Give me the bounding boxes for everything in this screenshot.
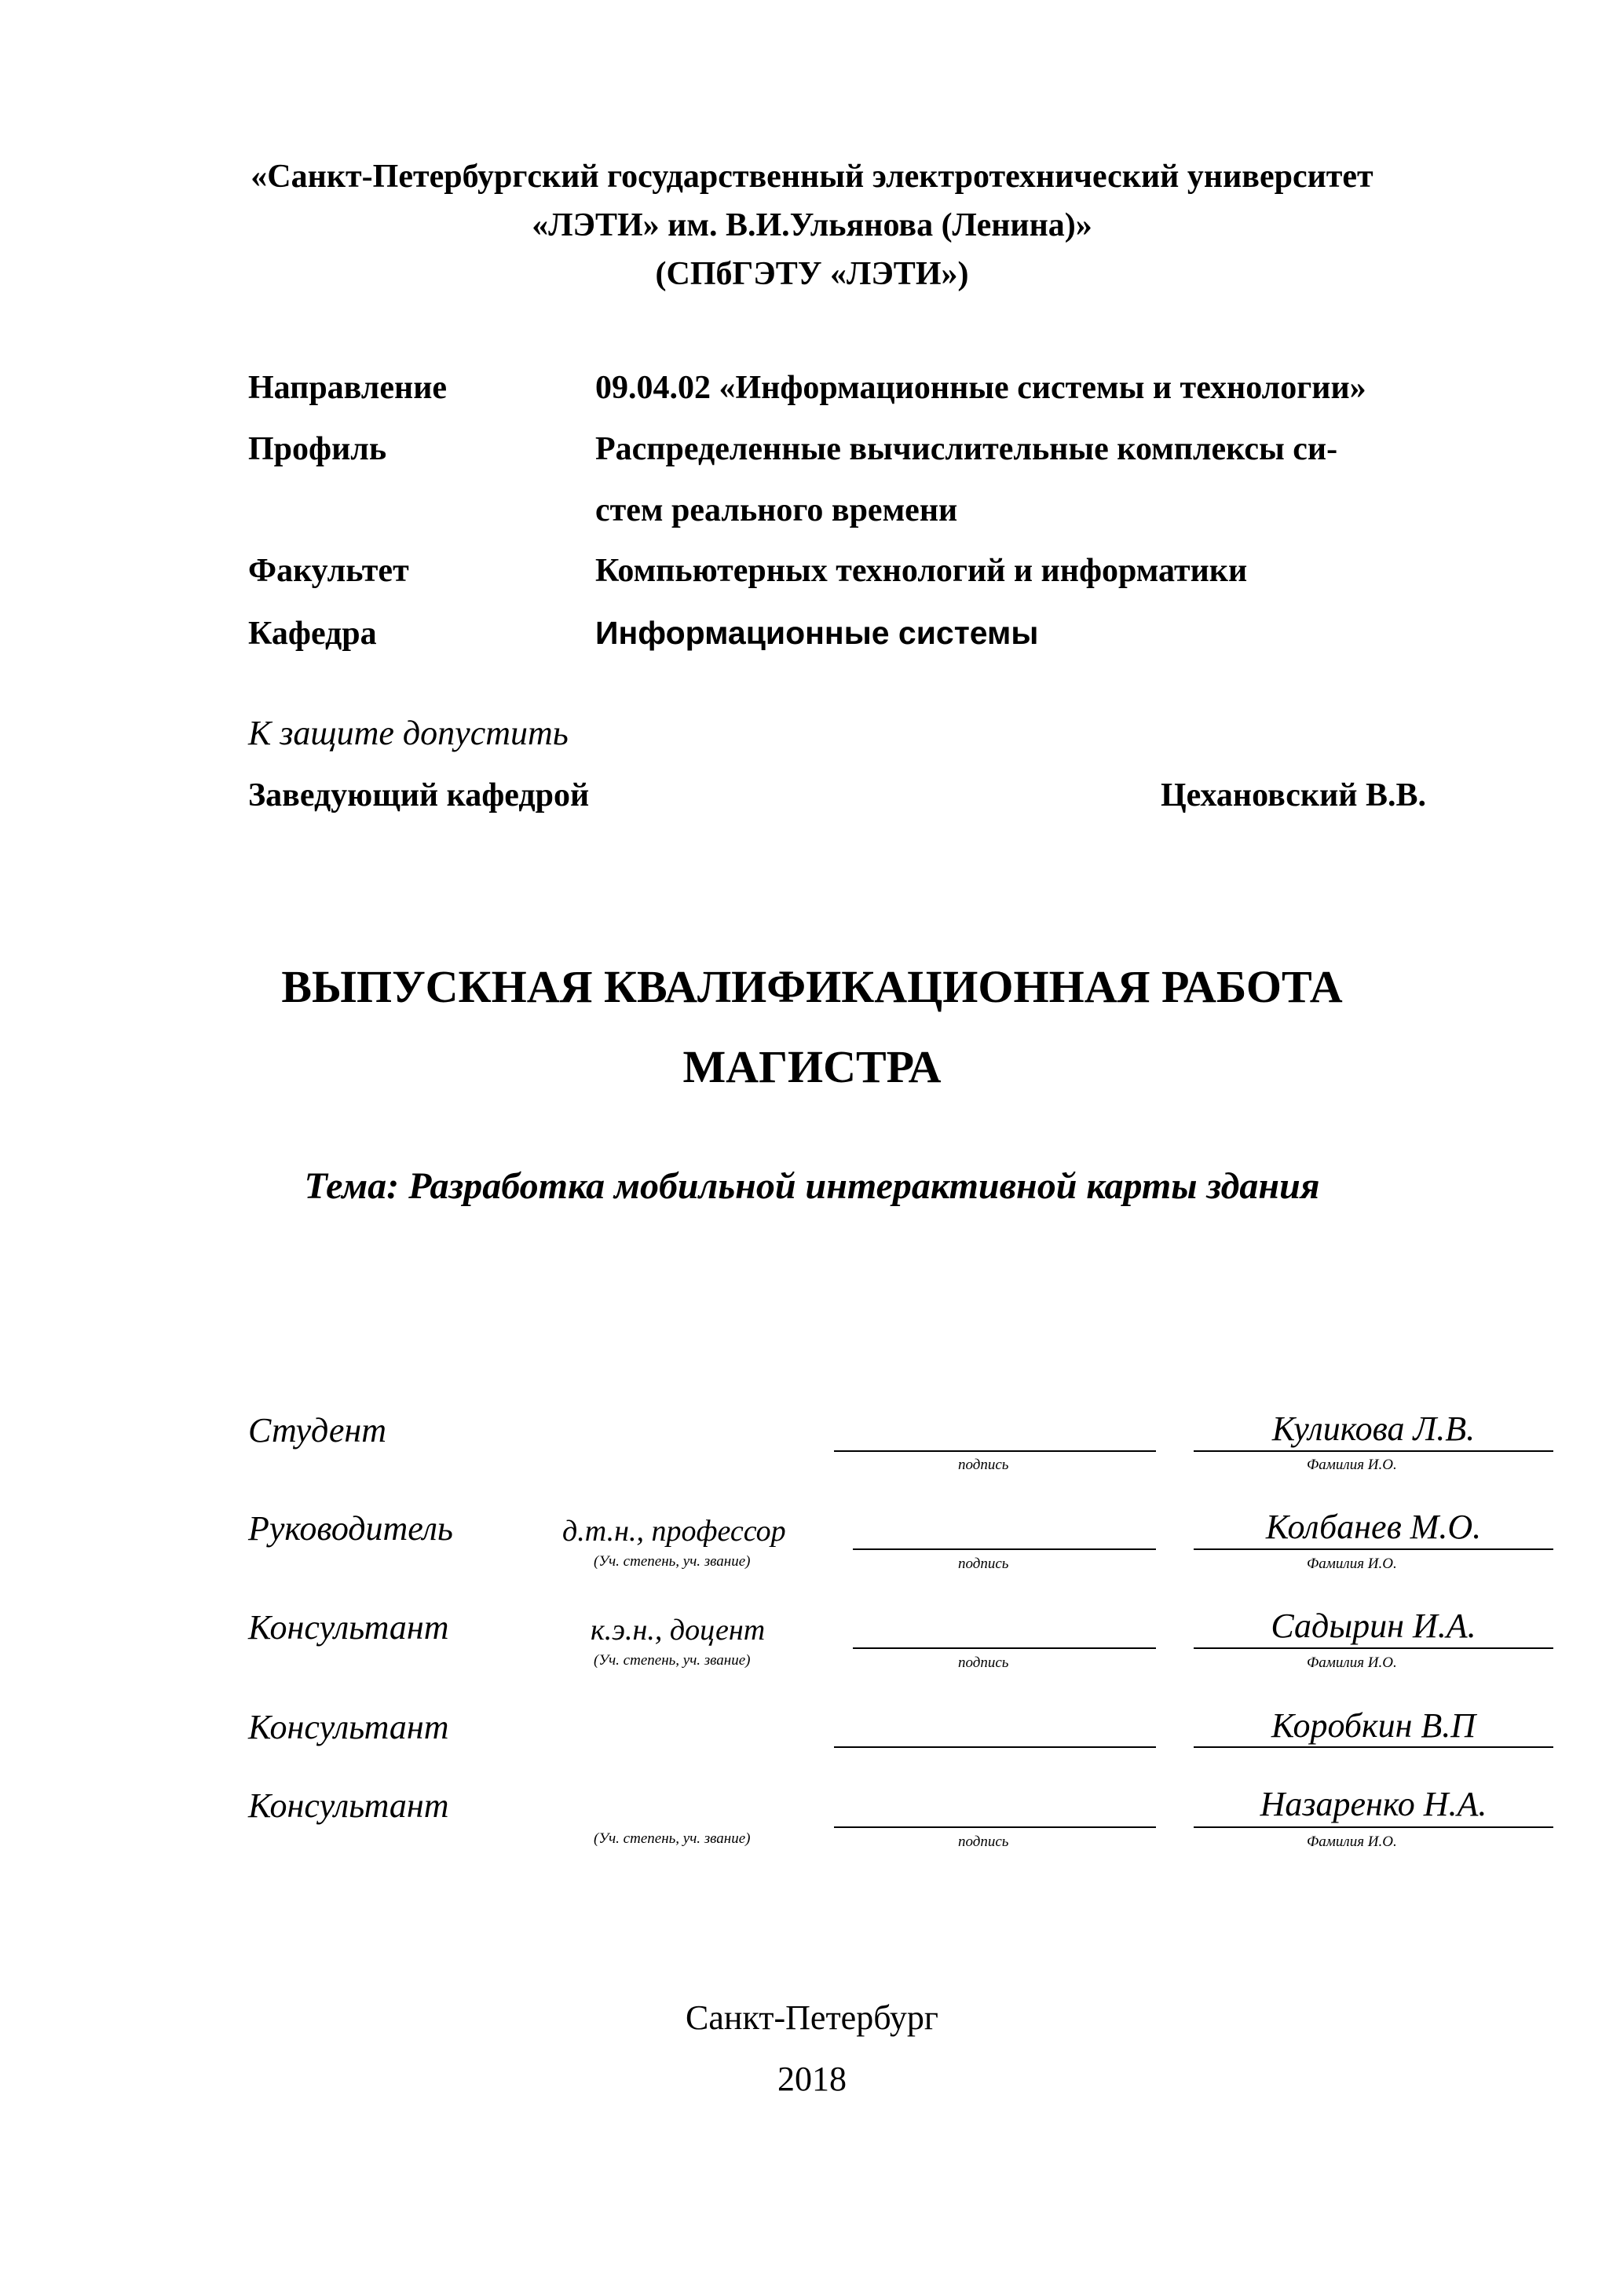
name-line (1194, 1548, 1553, 1550)
fullname-caption: Фамилия И.О. (1307, 1556, 1397, 1572)
role-supervisor: Руководитель (248, 1509, 453, 1548)
name-line (1194, 1450, 1553, 1452)
signature-line (853, 1647, 1156, 1649)
consultant-degree: к.э.н., доцент (591, 1614, 766, 1647)
city: Санкт-Петербург (686, 1998, 938, 2037)
supervisor-name: Колбанев М.О. (1265, 1508, 1482, 1546)
direction-value: 09.04.02 «Информационные системы и технологии» (595, 370, 1366, 406)
profile-value-line2: стем реального времени (595, 492, 958, 528)
degree-caption: (Уч. степень, уч. звание) (594, 1830, 751, 1847)
name-line (1194, 1826, 1553, 1828)
admit-to-defense: К защите допустить (248, 714, 569, 752)
direction-label: Направление (248, 370, 448, 406)
signature-line (834, 1450, 1156, 1452)
signature-caption: подпись (958, 1556, 1009, 1572)
name-line (1194, 1647, 1553, 1649)
signature-caption: подпись (958, 1654, 1009, 1671)
signature-line (853, 1548, 1156, 1550)
university-name-line2: «ЛЭТИ» им. В.И.Ульянова (Ленина)» (532, 207, 1092, 243)
consultant-name: Назаренко Н.А. (1260, 1785, 1487, 1823)
fullname-caption: Фамилия И.О. (1307, 1654, 1397, 1671)
student-name: Куликова Л.В. (1271, 1409, 1476, 1448)
name-line (1194, 1746, 1553, 1748)
signature-line (834, 1826, 1156, 1828)
head-of-department-name: Цехановский В.В. (1161, 777, 1427, 813)
role-consultant: Консультант (248, 1786, 449, 1825)
department-label: Кафедра (248, 616, 377, 652)
role-student: Студент (248, 1411, 386, 1450)
role-consultant: Консультант (248, 1608, 449, 1647)
head-of-department-label: Заведующий кафедрой (248, 777, 590, 813)
thesis-theme: Тема: Разработка мобильной интерактивной карты здания (304, 1165, 1320, 1207)
year: 2018 (777, 2060, 847, 2098)
university-name-line1: «Санкт-Петербургский государственный электротехнический университет (251, 159, 1373, 195)
signature-line (834, 1746, 1156, 1748)
consultant-name: Коробкин В.П (1271, 1706, 1476, 1745)
role-consultant: Консультант (248, 1708, 449, 1746)
signature-caption: подпись (958, 1834, 1009, 1850)
degree-caption: (Уч. степень, уч. звание) (594, 1553, 751, 1570)
signature-caption: подпись (958, 1457, 1009, 1473)
profile-value-line1: Распределенные вычислительные комплексы си- (595, 431, 1338, 467)
faculty-label: Факультет (248, 553, 409, 589)
fullname-caption: Фамилия И.О. (1307, 1457, 1397, 1473)
consultant-name: Садырин И.А. (1271, 1607, 1476, 1645)
thesis-title-line2: МАГИСТРА (682, 1041, 942, 1092)
profile-label: Профиль (248, 431, 387, 467)
department-value: Информационные системы (595, 615, 1039, 651)
degree-caption: (Уч. степень, уч. звание) (594, 1652, 751, 1669)
fullname-caption: Фамилия И.О. (1307, 1834, 1397, 1850)
supervisor-degree: д.т.н., профессор (562, 1515, 786, 1548)
university-abbreviation: (СПбГЭТУ «ЛЭТИ») (655, 256, 969, 292)
faculty-value: Компьютерных технологий и информатики (595, 553, 1248, 589)
thesis-title-line1: ВЫПУСКНАЯ КВАЛИФИКАЦИОННАЯ РАБОТА (281, 961, 1343, 1012)
